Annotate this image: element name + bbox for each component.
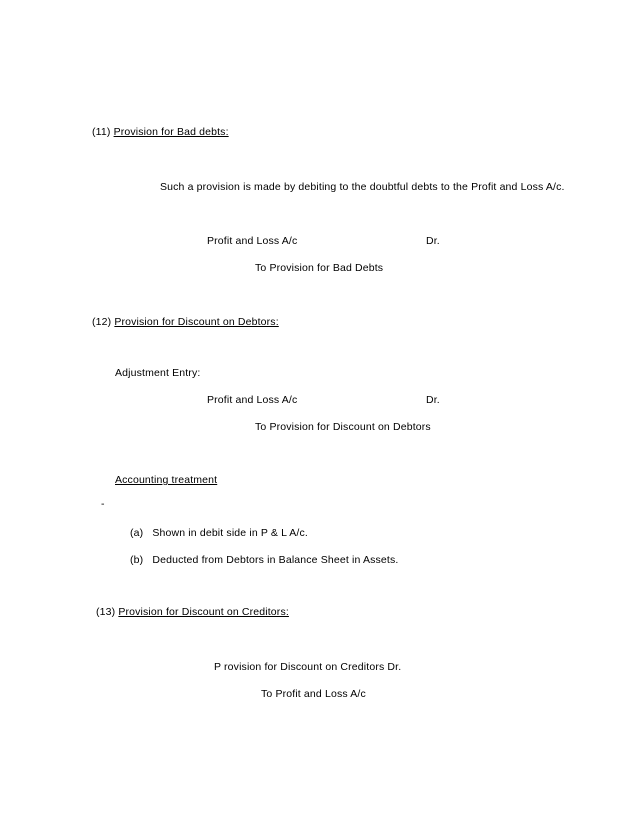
section-12-dr-label: Dr. [426, 394, 440, 406]
section-12-credit-account: To Provision for Discount on Debtors [255, 421, 431, 433]
section-12-number: (12) [92, 316, 112, 328]
section-12-debit-account: Profit and Loss A/c [207, 394, 298, 406]
section-11-credit-account: To Provision for Bad Debts [255, 262, 384, 274]
section-11-heading: Provision for Bad debts: [113, 126, 229, 138]
treatment-item-b [130, 554, 398, 567]
section-13-credit-account: To Profit and Loss A/c [261, 688, 366, 700]
section-11-description: Such a provision is made by debiting to the doubtful debts to the Profit and Loss A/c. [160, 181, 565, 193]
section-13-heading-line [96, 606, 289, 619]
section-11-dr-label: Dr. [426, 235, 440, 247]
accounting-treatment-heading: Accounting treatment [115, 474, 218, 486]
section-13-heading: Provision for Discount on Creditors: [118, 606, 289, 618]
adjustment-entry-label: Adjustment Entry: [115, 367, 201, 379]
treatment-item-a-marker: (a) [130, 527, 144, 539]
treatment-item-a-text: Shown in debit side in P & L A/c. [152, 527, 308, 539]
section-13-debit-entry: P rovision for Discount on Creditors Dr. [214, 661, 402, 673]
section-11-debit-account: Profit and Loss A/c [207, 235, 298, 247]
section-11-number: (11) [92, 126, 111, 138]
section-12-heading: Provision for Discount on Debtors: [114, 316, 279, 328]
treatment-item-a [130, 527, 308, 540]
dash-marker: - [101, 498, 105, 510]
treatment-item-b-marker: (b) [130, 554, 144, 566]
section-12-heading-line [92, 316, 279, 329]
section-11-heading-line [92, 126, 229, 139]
section-13-number: (13) [96, 606, 116, 618]
treatment-item-b-text: Deducted from Debtors in Balance Sheet in Assets. [152, 554, 399, 566]
